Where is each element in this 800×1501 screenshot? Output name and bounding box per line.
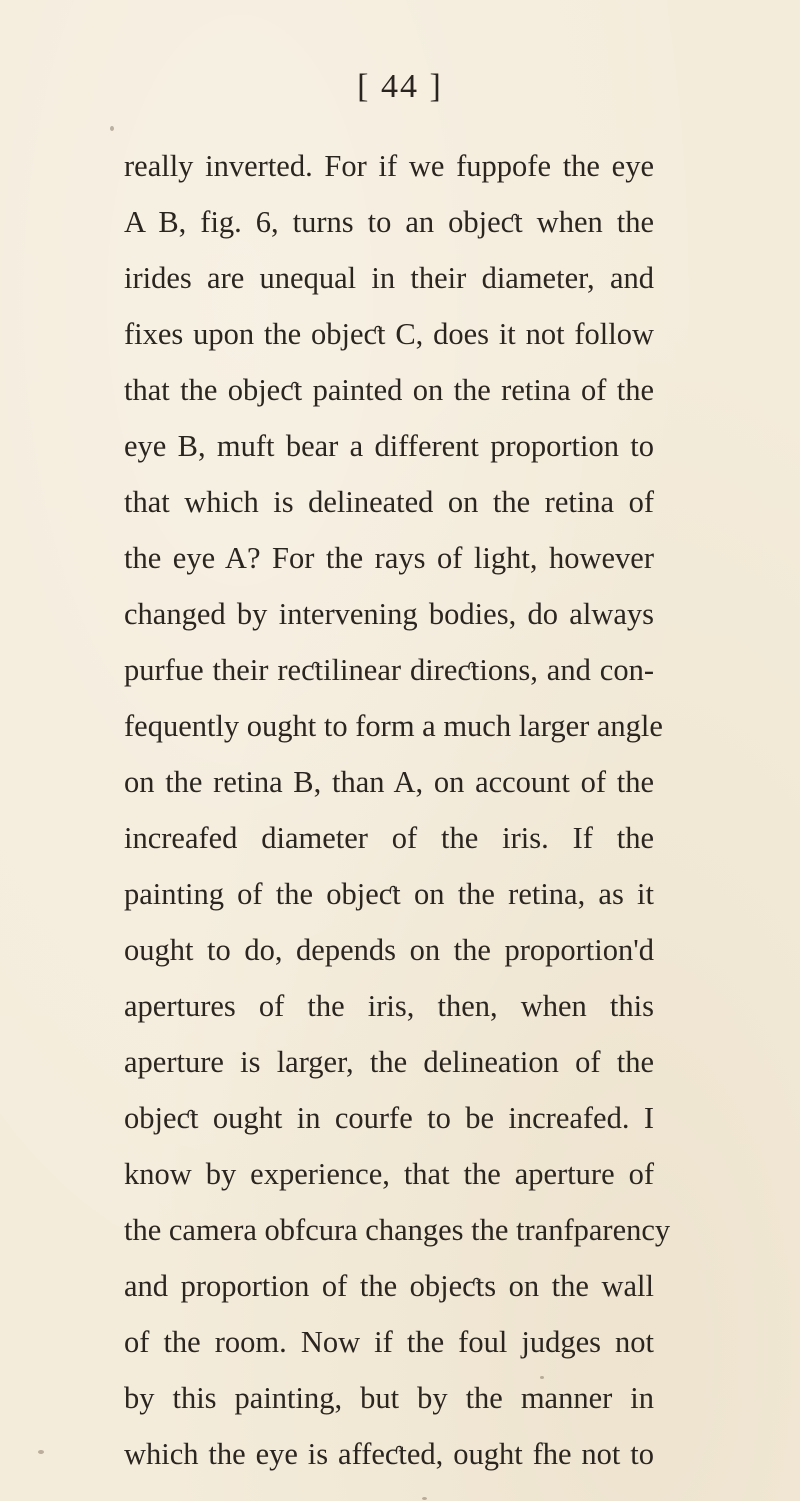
text-line: and proportion of the objeƈts on the wall [124,1269,654,1303]
body-text [124,138,671,1482]
paper-speck [540,1376,544,1379]
text-line: aperture is larger, the delineation of the [124,1045,654,1079]
text-line: A B, fig. 6, turns to an objeƈt when the [124,205,654,239]
text-line: painting of the objeƈt on the retina, as it [124,877,654,911]
page-number: [ 44 ] [357,68,443,105]
text-line: by this painting, but by the manner in [124,1381,654,1415]
text-line: really inverted. For if we fuppofe the eye [124,149,654,183]
text-line: that the objeƈt painted on the retina of the [124,373,654,407]
text-line: which the eye is affeƈted, ought fhe not to [124,1437,654,1471]
text-line: apertures of the iris, then, when this [124,989,654,1023]
text-line: the camera obfcura changes the tranfparency [124,1213,671,1247]
text-line: changed by intervening bodies, do always [124,597,654,631]
text-line: increafed diameter of the iris. If the [124,821,654,855]
text-line: that which is delineated on the retina of [124,485,654,519]
text-line: on the retina B, than A, on account of the [124,765,654,799]
text-line: objeƈt ought in courfe to be increafed. I [124,1101,654,1135]
paper-speck [422,1497,427,1500]
paper-speck [110,126,114,131]
text-line: irides are unequal in their diameter, and [124,261,654,295]
text-line: the eye A? For the rays of light, however [124,541,654,575]
text-line: fequently ought to form a much larger angle [124,709,663,743]
text-line: ought to do, depends on the proportion'd [124,933,654,967]
paper-speck [38,1450,44,1454]
text-line: fixes upon the objeƈt C, does it not follow [124,317,654,351]
text-line: purfue their reƈtilinear direƈtions, and con- [124,653,654,687]
text-line: eye B, muft bear a different proportion to [124,429,654,463]
text-line: of the room. Now if the foul judges not [124,1325,654,1359]
text-line: know by experience, that the aperture of [124,1157,654,1191]
